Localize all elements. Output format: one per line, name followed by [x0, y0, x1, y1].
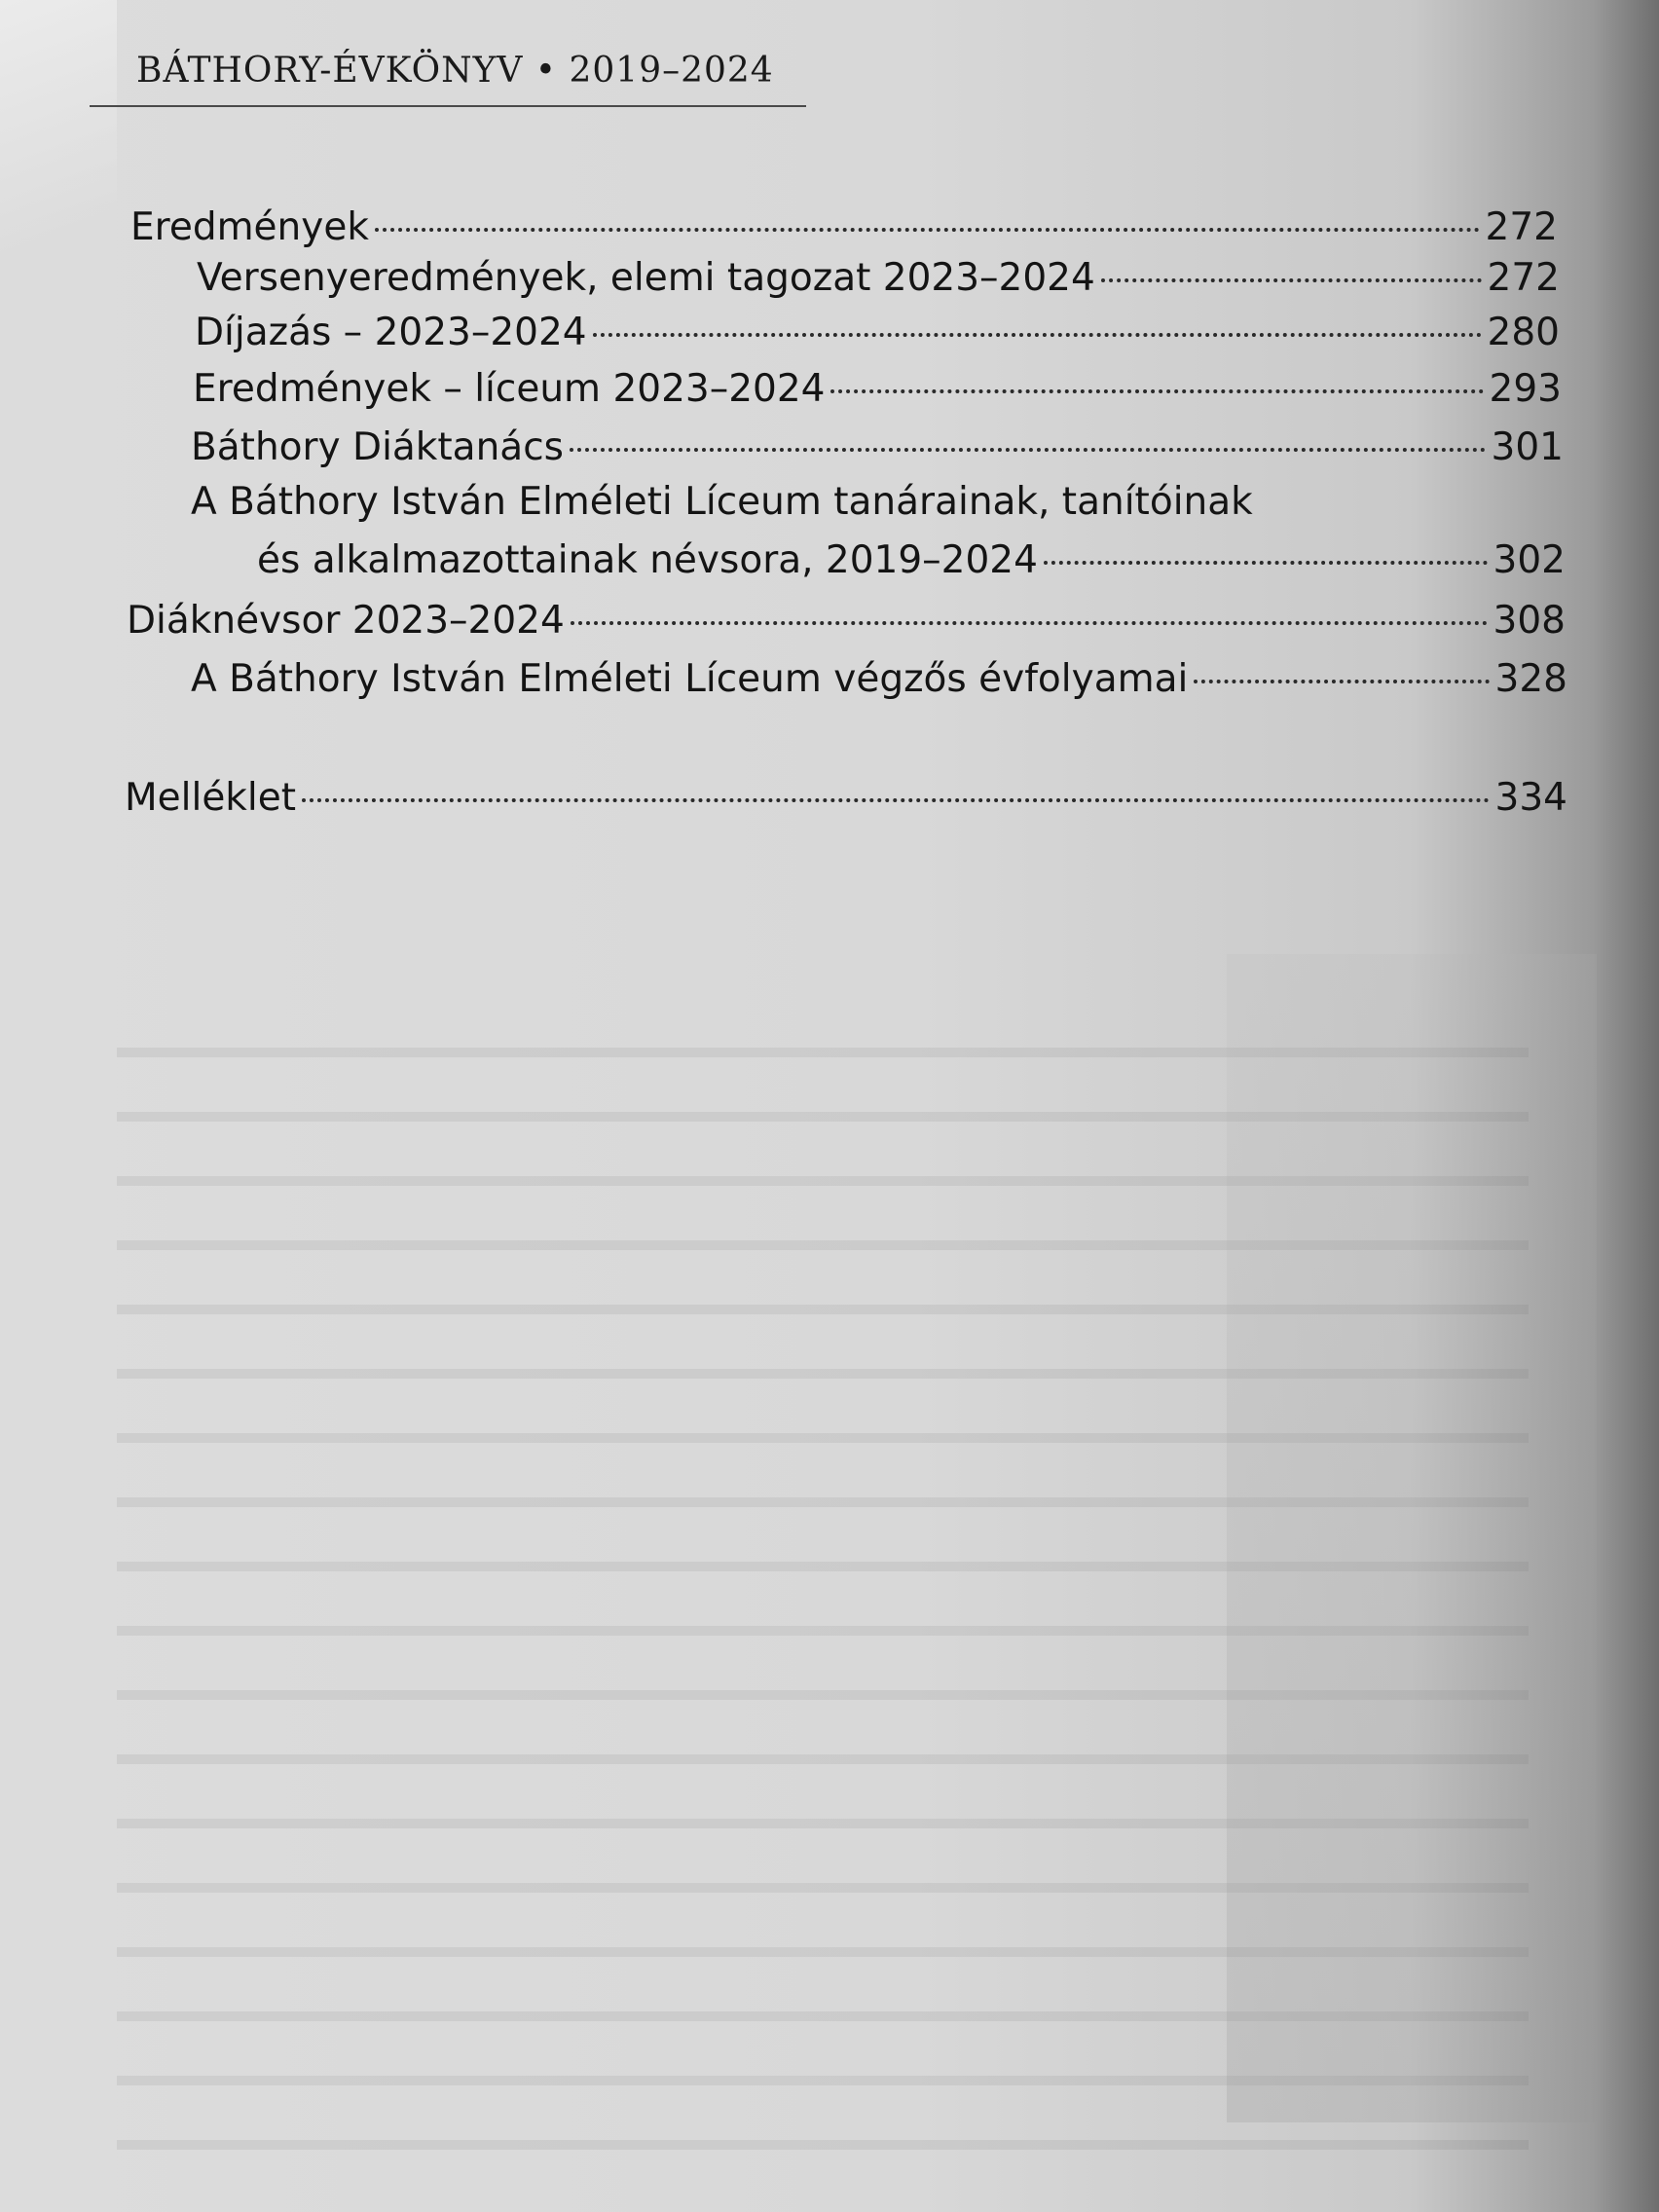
- toc-entry-page: 272: [1485, 205, 1558, 249]
- toc-entry-dijazas[interactable]: [195, 310, 1560, 356]
- toc-entry-page: 272: [1487, 256, 1560, 300]
- toc-entry-label: Eredmények: [130, 205, 369, 249]
- dot-leader: [571, 621, 1488, 625]
- toc-entry-vegzos-evfolyamai[interactable]: [191, 656, 1567, 703]
- dot-leader: [570, 448, 1486, 452]
- toc-entry-diaknevsor[interactable]: [127, 598, 1566, 645]
- toc-entry-page: 280: [1487, 311, 1560, 354]
- toc-entry-label: Eredmények – líceum 2023–2024: [193, 367, 826, 411]
- toc-entry-label: és alkalmazottainak névsora, 2019–2024: [257, 538, 1038, 582]
- toc-entry-tanarok-line1[interactable]: A Báthory István Elméleti Líceum tanárainak, tanítóinak: [191, 480, 1253, 524]
- toc-entry-versenyeredmenyek[interactable]: [197, 255, 1560, 302]
- toc-entry-label: Díjazás – 2023–2024: [195, 311, 587, 354]
- toc-entry-label: Diáknévsor 2023–2024: [127, 599, 565, 643]
- toc-entry-page: 301: [1491, 425, 1564, 469]
- toc-entry-melleklet[interactable]: [125, 775, 1567, 822]
- toc-entry-page: 308: [1493, 599, 1566, 643]
- toc-entry-label: Báthory Diáktanács: [191, 425, 564, 469]
- table-of-contents: [0, 0, 1659, 876]
- toc-entry-tanarok-line2[interactable]: [257, 537, 1566, 584]
- page-shadow: [1227, 954, 1597, 2122]
- toc-entry-eredmenyek[interactable]: [130, 204, 1558, 251]
- toc-entry-bathory-diaktanacs[interactable]: [191, 424, 1564, 471]
- toc-entry-page: 302: [1493, 538, 1566, 582]
- running-head: BÁTHORY-ÉVKÖNYV • 2019–2024: [136, 51, 774, 91]
- dot-leader: [1044, 561, 1488, 565]
- dot-leader: [302, 798, 1490, 802]
- dot-leader: [593, 333, 1482, 337]
- dot-leader: [830, 389, 1483, 393]
- toc-entry-page: 293: [1489, 367, 1562, 411]
- toc-entry-page: 334: [1494, 776, 1567, 820]
- dot-leader: [1101, 278, 1482, 282]
- toc-entry-label: Melléklet: [125, 776, 297, 820]
- toc-entry-eredmenyek-liceum[interactable]: [193, 366, 1562, 413]
- toc-entry-page: 328: [1494, 657, 1567, 701]
- dot-leader: [1194, 680, 1489, 683]
- toc-entry-label: Versenyeredmények, elemi tagozat 2023–2024: [197, 256, 1095, 300]
- dot-leader: [375, 228, 1480, 232]
- toc-entry-label: A Báthory István Elméleti Líceum végzős évfolyamai: [191, 657, 1189, 701]
